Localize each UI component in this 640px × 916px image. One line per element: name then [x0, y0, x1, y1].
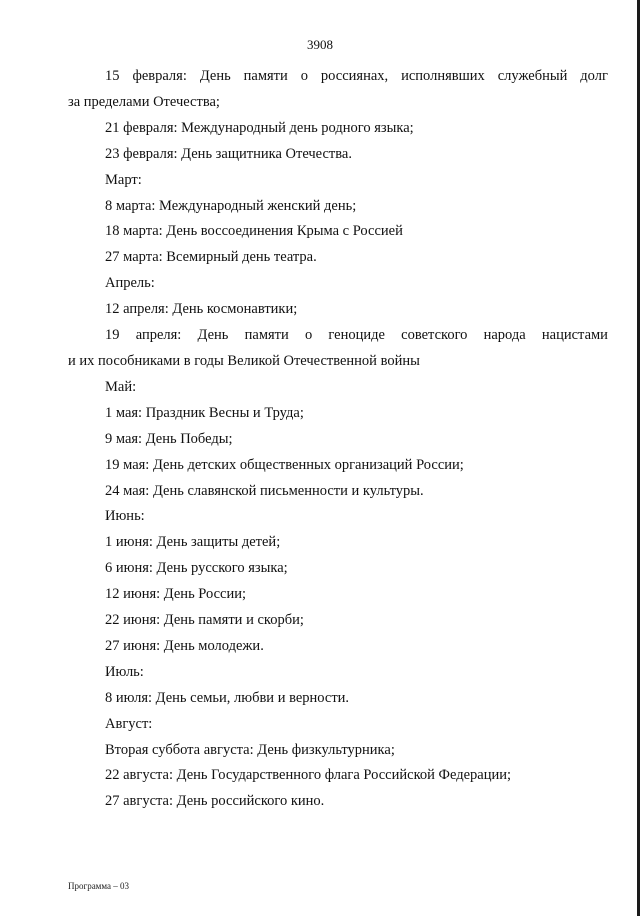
text-line: [68, 323, 608, 349]
text-line: 8 марта: Международный женский день;: [105, 197, 357, 214]
document-body: [68, 64, 608, 815]
word: долг: [580, 68, 608, 84]
word: россиянах,: [320, 68, 389, 84]
text-line: 23 февраля: День защитника Отечества.: [105, 145, 352, 162]
month-heading: Май:: [105, 378, 137, 395]
month-heading: Март:: [105, 171, 142, 188]
word: о: [300, 68, 308, 84]
month-heading: Август:: [105, 715, 153, 732]
month-heading: Апрель:: [105, 275, 155, 292]
text-line: Вторая суббота августа: День физкультурника;: [105, 741, 395, 758]
text-line: 24 мая: День славянской письменности и культуры.: [105, 482, 424, 499]
word: исполнявших: [401, 68, 485, 84]
text-line: и их пособниками в годы Великой Отечественной войны: [68, 352, 420, 369]
word: 19: [105, 327, 120, 344]
word: февраля:: [132, 68, 187, 84]
text-line: 8 июля: День семьи, любви и верности.: [105, 689, 350, 706]
text-line: 1 июня: День защиты детей;: [105, 534, 281, 551]
text-line: 6 июня: День русского языка;: [105, 560, 288, 577]
word: День: [199, 68, 231, 84]
text-line: 22 августа: День Государственного флага Российской Федерации;: [105, 767, 512, 784]
page-number: 3908: [307, 37, 333, 52]
text-line: 27 июня: День молодежи.: [105, 637, 264, 654]
word: День: [197, 327, 229, 344]
word: памяти: [243, 68, 288, 84]
word: народа: [483, 327, 526, 344]
text-line: 22 июня: День памяти и скорби;: [105, 612, 304, 629]
word: апреля:: [135, 327, 182, 344]
text-line: 12 апреля: День космонавтики;: [105, 301, 298, 318]
text-line: за пределами Отечества;: [68, 93, 220, 110]
text-line: 12 июня: День России;: [105, 586, 247, 603]
text-line: 27 августа: День российского кино.: [105, 793, 325, 810]
footer-label: Программа – 03: [68, 881, 130, 891]
word: служебный: [497, 68, 568, 84]
text-line: 18 марта: День воссоединения Крыма с Россией: [105, 223, 403, 240]
word: геноциде: [328, 327, 385, 344]
word: о: [304, 327, 313, 344]
text-line: 27 марта: Всемирный день театра.: [105, 249, 317, 266]
text-line: 1 мая: Праздник Весны и Труда;: [105, 404, 304, 421]
text-line: 9 мая: День Победы;: [105, 430, 233, 447]
text-line: 21 февраля: Международный день родного языка;: [105, 119, 414, 136]
text-line: [68, 64, 608, 90]
word: 15: [105, 68, 120, 84]
text-line: 19 мая: День детских общественных организаций России;: [105, 456, 464, 473]
word: нацистами: [541, 327, 608, 344]
word: памяти: [244, 327, 289, 344]
month-heading: Июнь:: [105, 508, 145, 525]
word: советского: [401, 327, 468, 344]
month-heading: Июль:: [105, 663, 144, 680]
